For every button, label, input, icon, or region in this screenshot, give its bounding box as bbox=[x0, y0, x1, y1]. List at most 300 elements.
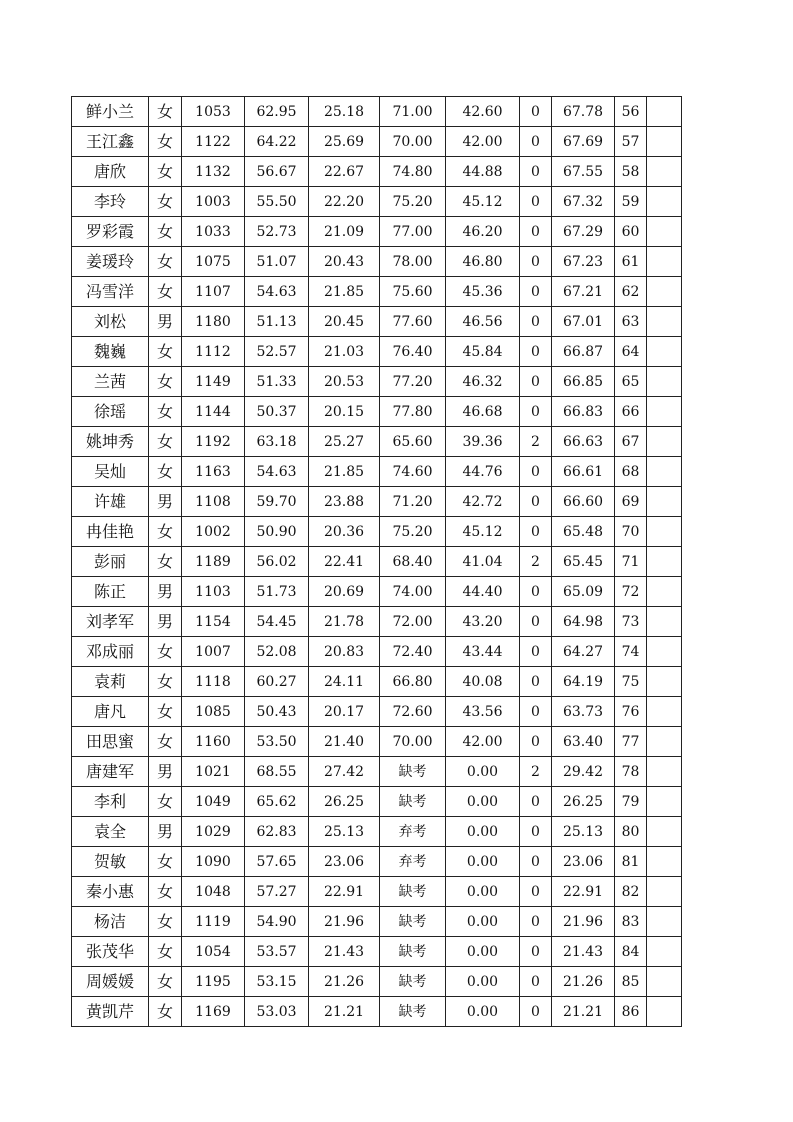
gender-cell: 男 bbox=[149, 487, 182, 517]
interview-score-cell: 74.80 bbox=[380, 157, 446, 187]
interview-score-cell: 72.00 bbox=[380, 607, 446, 637]
written-score-cell: 51.07 bbox=[245, 247, 309, 277]
name-cell: 王江鑫 bbox=[72, 127, 149, 157]
gender-cell: 女 bbox=[149, 397, 182, 427]
written-score-cell: 54.90 bbox=[245, 907, 309, 937]
note-cell bbox=[647, 247, 682, 277]
table-row bbox=[72, 907, 682, 937]
rank-cell: 71 bbox=[615, 547, 647, 577]
interview-score-cell: 76.40 bbox=[380, 337, 446, 367]
written-score-cell: 65.62 bbox=[245, 787, 309, 817]
written-weighted-cell: 21.85 bbox=[309, 457, 380, 487]
interview-score-cell: 70.00 bbox=[380, 127, 446, 157]
exam-number-cell: 1132 bbox=[182, 157, 245, 187]
total-score-cell: 66.85 bbox=[552, 367, 615, 397]
written-weighted-cell: 20.36 bbox=[309, 517, 380, 547]
interview-score-cell: 77.80 bbox=[380, 397, 446, 427]
interview-weighted-cell: 0.00 bbox=[446, 847, 520, 877]
interview-weighted-cell: 45.12 bbox=[446, 187, 520, 217]
interview-score-cell: 71.00 bbox=[380, 97, 446, 127]
total-score-cell: 64.19 bbox=[552, 667, 615, 697]
interview-score-cell: 72.40 bbox=[380, 637, 446, 667]
written-weighted-cell: 21.09 bbox=[309, 217, 380, 247]
note-cell bbox=[647, 997, 682, 1027]
rank-cell: 60 bbox=[615, 217, 647, 247]
table-row bbox=[72, 667, 682, 697]
table-row bbox=[72, 787, 682, 817]
rank-cell: 79 bbox=[615, 787, 647, 817]
written-score-cell: 57.65 bbox=[245, 847, 309, 877]
note-cell bbox=[647, 727, 682, 757]
bonus-points-cell: 0 bbox=[520, 487, 552, 517]
total-score-cell: 67.78 bbox=[552, 97, 615, 127]
exam-number-cell: 1160 bbox=[182, 727, 245, 757]
gender-cell: 女 bbox=[149, 847, 182, 877]
note-cell bbox=[647, 487, 682, 517]
written-score-cell: 60.27 bbox=[245, 667, 309, 697]
written-score-cell: 53.50 bbox=[245, 727, 309, 757]
note-cell bbox=[647, 787, 682, 817]
written-score-cell: 55.50 bbox=[245, 187, 309, 217]
bonus-points-cell: 0 bbox=[520, 787, 552, 817]
bonus-points-cell: 0 bbox=[520, 847, 552, 877]
bonus-points-cell: 0 bbox=[520, 997, 552, 1027]
interview-weighted-cell: 45.84 bbox=[446, 337, 520, 367]
gender-cell: 女 bbox=[149, 217, 182, 247]
written-weighted-cell: 25.27 bbox=[309, 427, 380, 457]
table-row bbox=[72, 157, 682, 187]
bonus-points-cell: 0 bbox=[520, 697, 552, 727]
exam-number-cell: 1108 bbox=[182, 487, 245, 517]
exam-number-cell: 1003 bbox=[182, 187, 245, 217]
name-cell: 刘孝军 bbox=[72, 607, 149, 637]
interview-weighted-cell: 46.20 bbox=[446, 217, 520, 247]
note-cell bbox=[647, 877, 682, 907]
name-cell: 袁莉 bbox=[72, 667, 149, 697]
name-cell: 彭丽 bbox=[72, 547, 149, 577]
interview-weighted-cell: 0.00 bbox=[446, 787, 520, 817]
written-score-cell: 54.45 bbox=[245, 607, 309, 637]
name-cell: 唐建军 bbox=[72, 757, 149, 787]
written-weighted-cell: 21.43 bbox=[309, 937, 380, 967]
total-score-cell: 67.01 bbox=[552, 307, 615, 337]
interview-score-cell: 77.60 bbox=[380, 307, 446, 337]
total-score-cell: 63.73 bbox=[552, 697, 615, 727]
rank-cell: 78 bbox=[615, 757, 647, 787]
name-cell: 姜瑗玲 bbox=[72, 247, 149, 277]
bonus-points-cell: 0 bbox=[520, 667, 552, 697]
name-cell: 袁全 bbox=[72, 817, 149, 847]
rank-cell: 61 bbox=[615, 247, 647, 277]
name-cell: 徐瑶 bbox=[72, 397, 149, 427]
rank-cell: 81 bbox=[615, 847, 647, 877]
gender-cell: 女 bbox=[149, 367, 182, 397]
written-weighted-cell: 22.20 bbox=[309, 187, 380, 217]
gender-cell: 女 bbox=[149, 877, 182, 907]
exam-number-cell: 1149 bbox=[182, 367, 245, 397]
exam-number-cell: 1107 bbox=[182, 277, 245, 307]
gender-cell: 男 bbox=[149, 607, 182, 637]
rank-cell: 69 bbox=[615, 487, 647, 517]
note-cell bbox=[647, 757, 682, 787]
table-row bbox=[72, 847, 682, 877]
name-cell: 田思蜜 bbox=[72, 727, 149, 757]
interview-score-cell: 74.00 bbox=[380, 577, 446, 607]
bonus-points-cell: 0 bbox=[520, 157, 552, 187]
bonus-points-cell: 0 bbox=[520, 967, 552, 997]
note-cell bbox=[647, 187, 682, 217]
exam-number-cell: 1053 bbox=[182, 97, 245, 127]
table-row bbox=[72, 247, 682, 277]
total-score-cell: 21.26 bbox=[552, 967, 615, 997]
rank-cell: 80 bbox=[615, 817, 647, 847]
written-score-cell: 50.43 bbox=[245, 697, 309, 727]
written-weighted-cell: 20.45 bbox=[309, 307, 380, 337]
note-cell bbox=[647, 517, 682, 547]
table-row bbox=[72, 487, 682, 517]
total-score-cell: 66.61 bbox=[552, 457, 615, 487]
written-score-cell: 57.27 bbox=[245, 877, 309, 907]
exam-number-cell: 1118 bbox=[182, 667, 245, 697]
exam-number-cell: 1033 bbox=[182, 217, 245, 247]
written-score-cell: 68.55 bbox=[245, 757, 309, 787]
results-table bbox=[71, 96, 682, 1027]
written-weighted-cell: 21.21 bbox=[309, 997, 380, 1027]
table-row bbox=[72, 97, 682, 127]
bonus-points-cell: 0 bbox=[520, 817, 552, 847]
name-cell: 周媛媛 bbox=[72, 967, 149, 997]
rank-cell: 58 bbox=[615, 157, 647, 187]
written-score-cell: 53.57 bbox=[245, 937, 309, 967]
written-score-cell: 56.02 bbox=[245, 547, 309, 577]
gender-cell: 女 bbox=[149, 337, 182, 367]
total-score-cell: 22.91 bbox=[552, 877, 615, 907]
note-cell bbox=[647, 427, 682, 457]
written-weighted-cell: 27.42 bbox=[309, 757, 380, 787]
bonus-points-cell: 0 bbox=[520, 217, 552, 247]
written-weighted-cell: 21.85 bbox=[309, 277, 380, 307]
exam-number-cell: 1007 bbox=[182, 637, 245, 667]
written-weighted-cell: 20.17 bbox=[309, 697, 380, 727]
table-row bbox=[72, 697, 682, 727]
interview-score-cell: 缺考 bbox=[380, 967, 446, 997]
gender-cell: 女 bbox=[149, 967, 182, 997]
interview-weighted-cell: 0.00 bbox=[446, 907, 520, 937]
interview-score-cell: 66.80 bbox=[380, 667, 446, 697]
note-cell bbox=[647, 157, 682, 187]
rank-cell: 73 bbox=[615, 607, 647, 637]
interview-weighted-cell: 43.56 bbox=[446, 697, 520, 727]
table-row bbox=[72, 817, 682, 847]
name-cell: 魏巍 bbox=[72, 337, 149, 367]
bonus-points-cell: 2 bbox=[520, 427, 552, 457]
note-cell bbox=[647, 547, 682, 577]
note-cell bbox=[647, 667, 682, 697]
written-weighted-cell: 21.26 bbox=[309, 967, 380, 997]
exam-number-cell: 1192 bbox=[182, 427, 245, 457]
gender-cell: 女 bbox=[149, 427, 182, 457]
table-row bbox=[72, 577, 682, 607]
table-row bbox=[72, 517, 682, 547]
written-score-cell: 53.15 bbox=[245, 967, 309, 997]
interview-score-cell: 75.20 bbox=[380, 517, 446, 547]
gender-cell: 女 bbox=[149, 697, 182, 727]
rank-cell: 72 bbox=[615, 577, 647, 607]
interview-score-cell: 75.60 bbox=[380, 277, 446, 307]
gender-cell: 男 bbox=[149, 757, 182, 787]
bonus-points-cell: 0 bbox=[520, 337, 552, 367]
written-weighted-cell: 20.43 bbox=[309, 247, 380, 277]
written-score-cell: 51.33 bbox=[245, 367, 309, 397]
table-row bbox=[72, 547, 682, 577]
rank-cell: 83 bbox=[615, 907, 647, 937]
total-score-cell: 64.27 bbox=[552, 637, 615, 667]
total-score-cell: 21.21 bbox=[552, 997, 615, 1027]
total-score-cell: 66.87 bbox=[552, 337, 615, 367]
note-cell bbox=[647, 367, 682, 397]
bonus-points-cell: 0 bbox=[520, 127, 552, 157]
name-cell: 杨洁 bbox=[72, 907, 149, 937]
written-weighted-cell: 26.25 bbox=[309, 787, 380, 817]
table-row bbox=[72, 607, 682, 637]
exam-number-cell: 1103 bbox=[182, 577, 245, 607]
table-row bbox=[72, 637, 682, 667]
interview-score-cell: 70.00 bbox=[380, 727, 446, 757]
table-row bbox=[72, 127, 682, 157]
written-score-cell: 62.95 bbox=[245, 97, 309, 127]
written-score-cell: 59.70 bbox=[245, 487, 309, 517]
written-score-cell: 51.73 bbox=[245, 577, 309, 607]
table-row bbox=[72, 457, 682, 487]
interview-weighted-cell: 46.68 bbox=[446, 397, 520, 427]
note-cell bbox=[647, 937, 682, 967]
interview-weighted-cell: 0.00 bbox=[446, 967, 520, 997]
note-cell bbox=[647, 817, 682, 847]
total-score-cell: 63.40 bbox=[552, 727, 615, 757]
table-row bbox=[72, 187, 682, 217]
written-score-cell: 50.90 bbox=[245, 517, 309, 547]
interview-weighted-cell: 42.00 bbox=[446, 727, 520, 757]
total-score-cell: 67.69 bbox=[552, 127, 615, 157]
interview-weighted-cell: 40.08 bbox=[446, 667, 520, 697]
total-score-cell: 66.63 bbox=[552, 427, 615, 457]
table-row bbox=[72, 997, 682, 1027]
name-cell: 邓成丽 bbox=[72, 637, 149, 667]
interview-score-cell: 74.60 bbox=[380, 457, 446, 487]
name-cell: 鲜小兰 bbox=[72, 97, 149, 127]
gender-cell: 女 bbox=[149, 187, 182, 217]
exam-number-cell: 1144 bbox=[182, 397, 245, 427]
gender-cell: 女 bbox=[149, 127, 182, 157]
bonus-points-cell: 2 bbox=[520, 757, 552, 787]
written-weighted-cell: 22.41 bbox=[309, 547, 380, 577]
interview-score-cell: 68.40 bbox=[380, 547, 446, 577]
gender-cell: 男 bbox=[149, 307, 182, 337]
exam-number-cell: 1189 bbox=[182, 547, 245, 577]
interview-weighted-cell: 46.80 bbox=[446, 247, 520, 277]
name-cell: 冯雪洋 bbox=[72, 277, 149, 307]
gender-cell: 女 bbox=[149, 157, 182, 187]
rank-cell: 68 bbox=[615, 457, 647, 487]
exam-number-cell: 1049 bbox=[182, 787, 245, 817]
interview-score-cell: 71.20 bbox=[380, 487, 446, 517]
interview-score-cell: 77.20 bbox=[380, 367, 446, 397]
table-row bbox=[72, 367, 682, 397]
bonus-points-cell: 2 bbox=[520, 547, 552, 577]
gender-cell: 女 bbox=[149, 247, 182, 277]
bonus-points-cell: 0 bbox=[520, 517, 552, 547]
note-cell bbox=[647, 637, 682, 667]
table-row bbox=[72, 217, 682, 247]
gender-cell: 女 bbox=[149, 637, 182, 667]
written-weighted-cell: 20.53 bbox=[309, 367, 380, 397]
exam-number-cell: 1075 bbox=[182, 247, 245, 277]
note-cell bbox=[647, 97, 682, 127]
gender-cell: 女 bbox=[149, 667, 182, 697]
name-cell: 贺敏 bbox=[72, 847, 149, 877]
interview-weighted-cell: 46.32 bbox=[446, 367, 520, 397]
total-score-cell: 64.98 bbox=[552, 607, 615, 637]
name-cell: 姚坤秀 bbox=[72, 427, 149, 457]
gender-cell: 女 bbox=[149, 547, 182, 577]
interview-score-cell: 缺考 bbox=[380, 787, 446, 817]
rank-cell: 62 bbox=[615, 277, 647, 307]
total-score-cell: 23.06 bbox=[552, 847, 615, 877]
table-row bbox=[72, 397, 682, 427]
bonus-points-cell: 0 bbox=[520, 97, 552, 127]
gender-cell: 女 bbox=[149, 457, 182, 487]
bonus-points-cell: 0 bbox=[520, 307, 552, 337]
total-score-cell: 65.48 bbox=[552, 517, 615, 547]
written-weighted-cell: 20.15 bbox=[309, 397, 380, 427]
bonus-points-cell: 0 bbox=[520, 367, 552, 397]
name-cell: 唐凡 bbox=[72, 697, 149, 727]
name-cell: 黄凯芹 bbox=[72, 997, 149, 1027]
rank-cell: 67 bbox=[615, 427, 647, 457]
table-row bbox=[72, 427, 682, 457]
written-score-cell: 54.63 bbox=[245, 277, 309, 307]
written-score-cell: 51.13 bbox=[245, 307, 309, 337]
written-score-cell: 54.63 bbox=[245, 457, 309, 487]
bonus-points-cell: 0 bbox=[520, 607, 552, 637]
note-cell bbox=[647, 847, 682, 877]
name-cell: 李玲 bbox=[72, 187, 149, 217]
exam-number-cell: 1119 bbox=[182, 907, 245, 937]
bonus-points-cell: 0 bbox=[520, 877, 552, 907]
written-weighted-cell: 23.06 bbox=[309, 847, 380, 877]
table-row bbox=[72, 877, 682, 907]
rank-cell: 85 bbox=[615, 967, 647, 997]
written-weighted-cell: 25.69 bbox=[309, 127, 380, 157]
total-score-cell: 21.43 bbox=[552, 937, 615, 967]
rank-cell: 82 bbox=[615, 877, 647, 907]
bonus-points-cell: 0 bbox=[520, 937, 552, 967]
bonus-points-cell: 0 bbox=[520, 637, 552, 667]
rank-cell: 57 bbox=[615, 127, 647, 157]
interview-weighted-cell: 44.40 bbox=[446, 577, 520, 607]
gender-cell: 女 bbox=[149, 277, 182, 307]
name-cell: 许雄 bbox=[72, 487, 149, 517]
written-weighted-cell: 22.91 bbox=[309, 877, 380, 907]
written-weighted-cell: 24.11 bbox=[309, 667, 380, 697]
total-score-cell: 67.32 bbox=[552, 187, 615, 217]
bonus-points-cell: 0 bbox=[520, 457, 552, 487]
written-weighted-cell: 20.83 bbox=[309, 637, 380, 667]
rank-cell: 59 bbox=[615, 187, 647, 217]
name-cell: 罗彩霞 bbox=[72, 217, 149, 247]
name-cell: 李利 bbox=[72, 787, 149, 817]
bonus-points-cell: 0 bbox=[520, 277, 552, 307]
rank-cell: 65 bbox=[615, 367, 647, 397]
total-score-cell: 65.45 bbox=[552, 547, 615, 577]
total-score-cell: 25.13 bbox=[552, 817, 615, 847]
interview-weighted-cell: 39.36 bbox=[446, 427, 520, 457]
written-score-cell: 62.83 bbox=[245, 817, 309, 847]
interview-weighted-cell: 42.72 bbox=[446, 487, 520, 517]
rank-cell: 66 bbox=[615, 397, 647, 427]
written-weighted-cell: 20.69 bbox=[309, 577, 380, 607]
exam-number-cell: 1048 bbox=[182, 877, 245, 907]
rank-cell: 84 bbox=[615, 937, 647, 967]
interview-weighted-cell: 0.00 bbox=[446, 757, 520, 787]
note-cell bbox=[647, 577, 682, 607]
total-score-cell: 26.25 bbox=[552, 787, 615, 817]
interview-score-cell: 缺考 bbox=[380, 997, 446, 1027]
note-cell bbox=[647, 337, 682, 367]
written-weighted-cell: 21.03 bbox=[309, 337, 380, 367]
interview-weighted-cell: 45.36 bbox=[446, 277, 520, 307]
total-score-cell: 66.83 bbox=[552, 397, 615, 427]
rank-cell: 56 bbox=[615, 97, 647, 127]
table-row bbox=[72, 967, 682, 997]
written-weighted-cell: 25.18 bbox=[309, 97, 380, 127]
exam-number-cell: 1122 bbox=[182, 127, 245, 157]
exam-number-cell: 1154 bbox=[182, 607, 245, 637]
written-score-cell: 53.03 bbox=[245, 997, 309, 1027]
name-cell: 陈正 bbox=[72, 577, 149, 607]
interview-weighted-cell: 0.00 bbox=[446, 997, 520, 1027]
interview-weighted-cell: 0.00 bbox=[446, 877, 520, 907]
interview-score-cell: 缺考 bbox=[380, 757, 446, 787]
interview-score-cell: 65.60 bbox=[380, 427, 446, 457]
total-score-cell: 66.60 bbox=[552, 487, 615, 517]
interview-weighted-cell: 44.76 bbox=[446, 457, 520, 487]
interview-score-cell: 78.00 bbox=[380, 247, 446, 277]
written-score-cell: 64.22 bbox=[245, 127, 309, 157]
written-score-cell: 56.67 bbox=[245, 157, 309, 187]
note-cell bbox=[647, 397, 682, 427]
interview-score-cell: 缺考 bbox=[380, 907, 446, 937]
interview-score-cell: 弃考 bbox=[380, 847, 446, 877]
interview-weighted-cell: 0.00 bbox=[446, 937, 520, 967]
total-score-cell: 67.55 bbox=[552, 157, 615, 187]
name-cell: 吴灿 bbox=[72, 457, 149, 487]
rank-cell: 70 bbox=[615, 517, 647, 547]
rank-cell: 63 bbox=[615, 307, 647, 337]
interview-weighted-cell: 42.60 bbox=[446, 97, 520, 127]
exam-number-cell: 1029 bbox=[182, 817, 245, 847]
written-score-cell: 52.73 bbox=[245, 217, 309, 247]
total-score-cell: 67.23 bbox=[552, 247, 615, 277]
interview-score-cell: 77.00 bbox=[380, 217, 446, 247]
name-cell: 张茂华 bbox=[72, 937, 149, 967]
table-row bbox=[72, 757, 682, 787]
exam-number-cell: 1169 bbox=[182, 997, 245, 1027]
interview-score-cell: 弃考 bbox=[380, 817, 446, 847]
interview-score-cell: 72.60 bbox=[380, 697, 446, 727]
total-score-cell: 67.29 bbox=[552, 217, 615, 247]
interview-weighted-cell: 43.20 bbox=[446, 607, 520, 637]
